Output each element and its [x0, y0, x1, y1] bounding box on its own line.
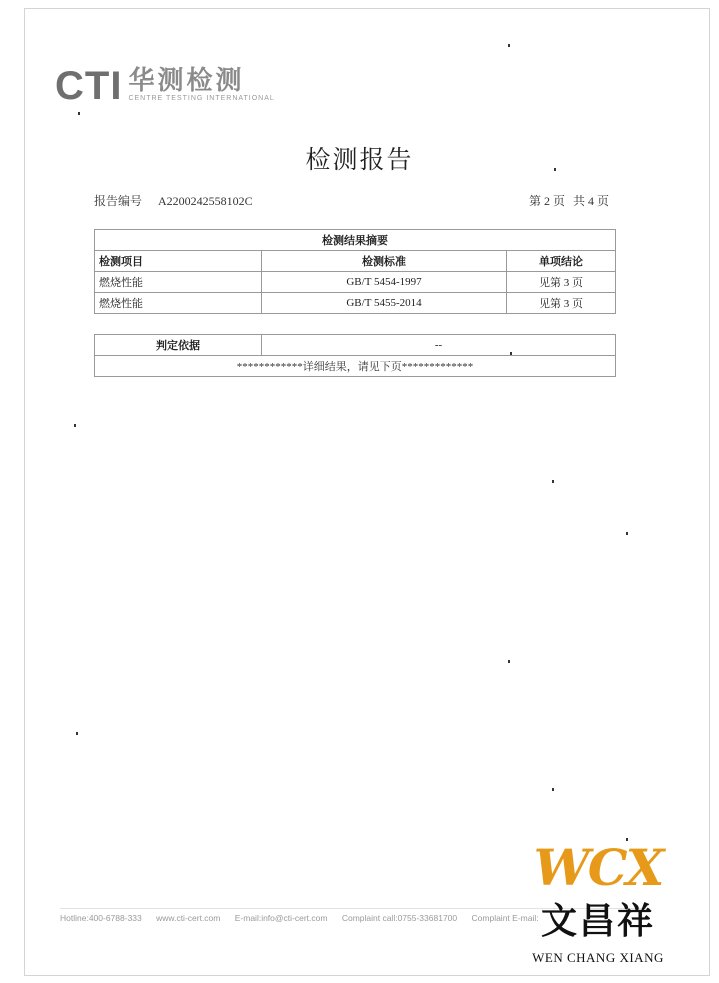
- logo-brand: CTI: [55, 64, 123, 108]
- page-total: 共 4 页: [572, 194, 609, 208]
- summary-header-row: [95, 251, 616, 272]
- page-info: [529, 192, 609, 209]
- basis-value: --: [262, 335, 616, 356]
- cti-logo: [55, 66, 275, 106]
- report-number-label: 报告编号: [94, 194, 143, 208]
- watermark-chinese: 文昌祥: [540, 901, 655, 942]
- report-number-value: A2200242558102C: [158, 194, 253, 208]
- header-standard: 检测标准: [262, 251, 507, 272]
- footer-website: www.cti-cert.com: [156, 913, 221, 923]
- row-standard: GB/T 5455-2014: [262, 293, 507, 314]
- scan-speck: [74, 424, 76, 427]
- table-row: [95, 272, 616, 293]
- row-item: 燃烧性能: [95, 272, 262, 293]
- page-title: 检测报告: [305, 145, 414, 174]
- watermark-english: WEN CHANG XIANG: [532, 950, 664, 965]
- scan-speck: [554, 168, 556, 171]
- basis-table: [94, 334, 616, 377]
- scan-speck: [76, 732, 78, 735]
- footer-complaint-call: Complaint call:0755-33681700: [341, 913, 458, 923]
- watermark-mark: WCX: [533, 838, 663, 897]
- footer-complaint-email: Complaint E-mail:: [471, 913, 539, 923]
- row-conclusion: 见第 3 页: [507, 272, 616, 293]
- scan-speck: [508, 660, 510, 663]
- scan-speck: [78, 112, 80, 115]
- page-number: 第 2 页: [528, 194, 565, 208]
- table-row: [95, 293, 616, 314]
- summary-table: [94, 229, 616, 314]
- basis-label: 判定依据: [95, 335, 262, 356]
- scan-speck: [552, 480, 554, 483]
- row-standard: GB/T 5454-1997: [262, 272, 507, 293]
- row-conclusion: 见第 3 页: [507, 293, 616, 314]
- scan-speck: [626, 532, 628, 535]
- header-conclusion: 单项结论: [507, 251, 616, 272]
- footer-contact: [60, 913, 551, 923]
- scan-speck: [510, 352, 512, 355]
- footer-email: E-mail:info@cti-cert.com: [234, 913, 328, 923]
- row-item: 燃烧性能: [95, 293, 262, 314]
- wcx-watermark: [518, 838, 678, 970]
- report-number: [94, 192, 253, 209]
- header-item: 检测项目: [95, 251, 262, 272]
- basis-note: ************详细结果，请见下页*************: [95, 356, 616, 377]
- summary-caption: 检测结果摘要: [95, 230, 616, 251]
- logo-english: CENTRE TESTING INTERNATIONAL: [128, 95, 275, 102]
- scan-speck: [508, 44, 510, 47]
- footer-hotline: Hotline:400-6788-333: [60, 913, 142, 923]
- logo-chinese: 华测检测: [128, 66, 245, 96]
- scan-speck: [552, 788, 554, 791]
